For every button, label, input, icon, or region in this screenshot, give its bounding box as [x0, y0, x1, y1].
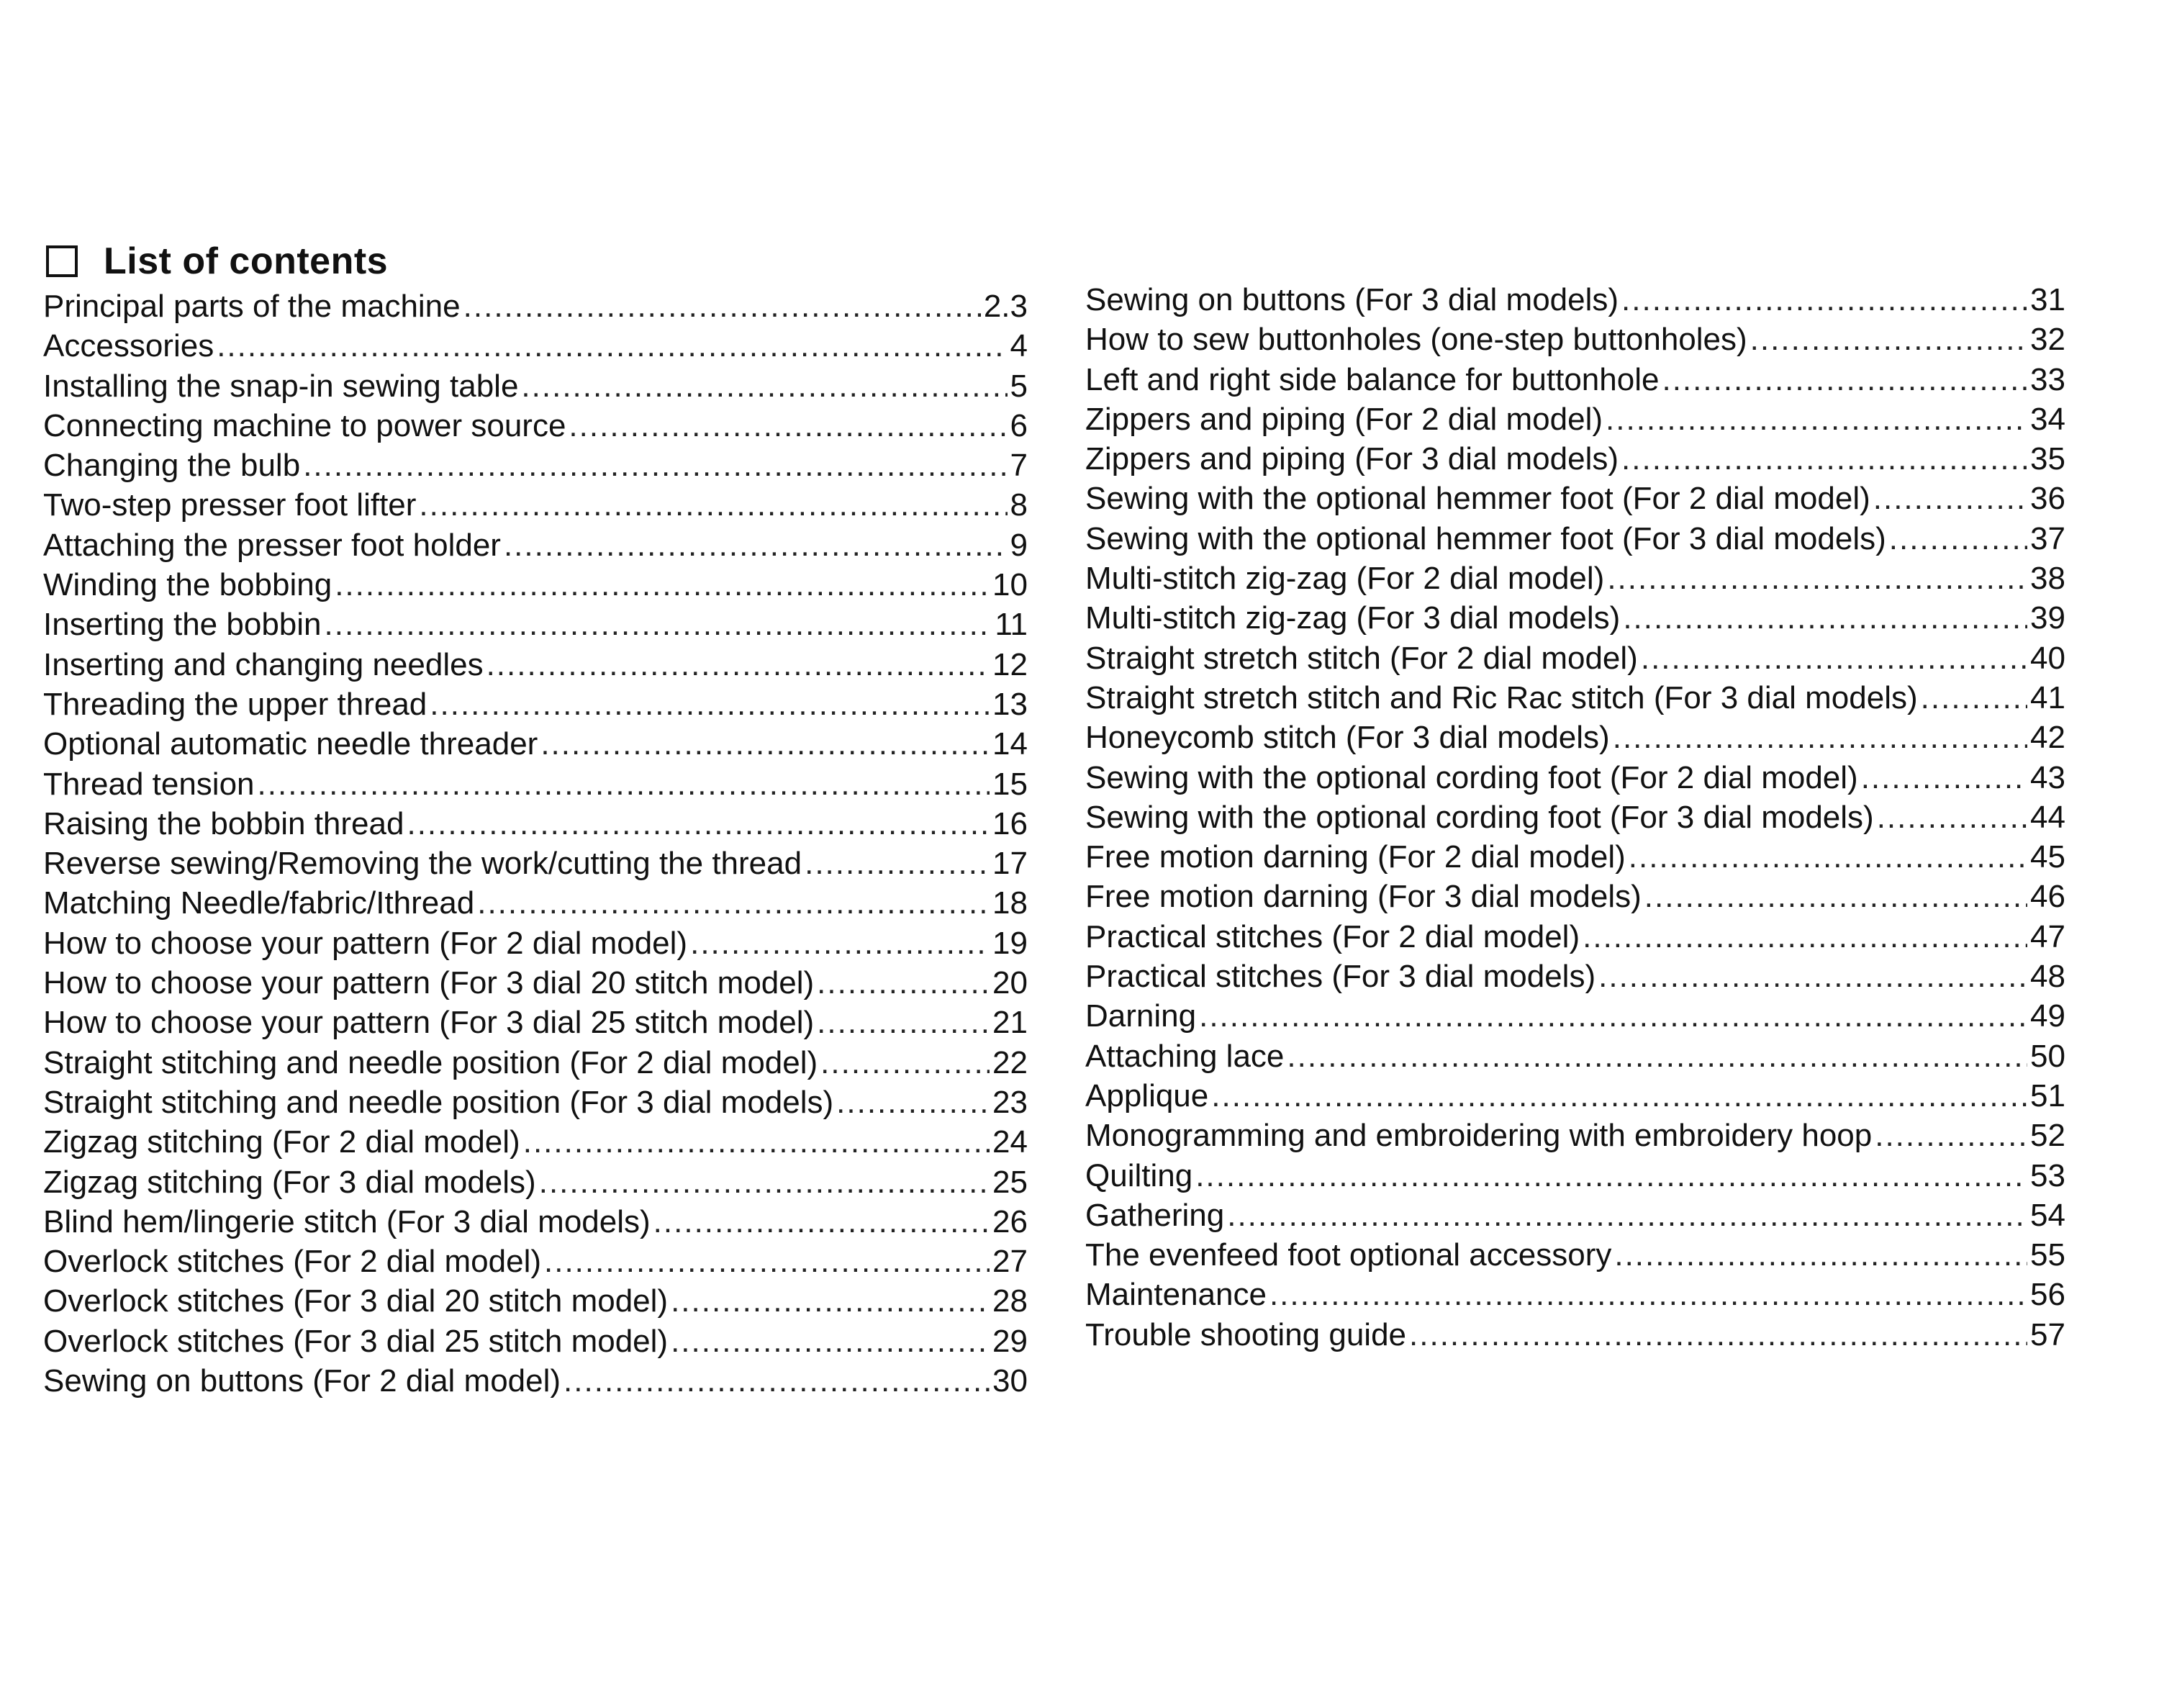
dot-leader [1583, 917, 2027, 957]
toc-entry [43, 286, 1028, 326]
dot-leader [419, 485, 1007, 525]
toc-entry-title: Optional automatic needle threader [43, 726, 538, 762]
toc-entry-page: 46 [2030, 879, 2065, 915]
toc-entry [43, 1122, 1028, 1162]
dot-leader [544, 1242, 990, 1281]
toc-entry [43, 1003, 1028, 1042]
dot-leader [1889, 519, 2027, 559]
toc-entry [1085, 1116, 2065, 1155]
toc-entry-page: 56 [2030, 1277, 2065, 1313]
toc-entry [1085, 479, 2065, 518]
toc-entry-title: How to choose your pattern (For 3 dial 20 stitch model) [43, 965, 815, 1001]
toc-entry [43, 446, 1028, 485]
toc-entry [1085, 996, 2065, 1036]
dot-leader [504, 525, 1008, 565]
toc-entry [43, 485, 1028, 525]
toc-entry [43, 844, 1028, 883]
toc-entry-title: Zippers and piping (For 2 dial model) [1085, 401, 1603, 437]
dot-leader [1211, 1076, 2027, 1116]
dot-leader [1750, 320, 2027, 359]
toc-entry-title: Changing the bulb [43, 448, 301, 484]
toc-entry-title: Darning [1085, 998, 1197, 1034]
toc-entry-title: Practical stitches (For 3 dial models) [1085, 959, 1596, 995]
toc-entry-page: 22 [992, 1044, 1028, 1080]
dot-leader [335, 565, 990, 605]
toc-entry-page: 47 [2030, 918, 2065, 954]
dot-leader [486, 645, 990, 684]
dot-leader [540, 724, 990, 764]
toc-entry-page: 35 [2030, 441, 2065, 477]
dot-leader [217, 326, 1007, 366]
toc-entry-page: 33 [2030, 361, 2065, 397]
dot-leader [1921, 678, 2027, 718]
page-title: List of contents [104, 240, 389, 282]
toc-entry-page: 6 [1010, 407, 1028, 443]
toc-entry [1085, 1235, 2065, 1275]
toc-entry [43, 605, 1028, 644]
toc-entry-page: 10 [992, 567, 1028, 603]
toc-entry-title: Straight stretch stitch (For 2 dial model) [1085, 640, 1638, 676]
dot-leader [303, 446, 1007, 485]
toc-entry [1085, 1275, 2065, 1314]
dot-leader [1199, 996, 2027, 1036]
toc-entry-page: 14 [992, 726, 1028, 762]
dot-leader [1287, 1036, 2027, 1076]
toc-entry [1085, 638, 2065, 678]
toc-entry [1085, 718, 2065, 757]
toc-entry-title: Sewing with the optional cording foot (For 3 dial models) [1085, 799, 1874, 835]
dot-leader [563, 1361, 990, 1401]
toc-entry [43, 923, 1028, 963]
toc-entry-title: Blind hem/lingerie stitch (For 3 dial models) [43, 1203, 651, 1239]
dot-leader [653, 1202, 990, 1242]
toc-entry-page: 24 [992, 1124, 1028, 1160]
toc-entry [1085, 837, 2065, 877]
toc-entry-title: Sewing with the optional hemmer foot (For 2 dial model) [1085, 481, 1870, 517]
toc-entry-title: Overlock stitches (For 3 dial 20 stitch model) [43, 1283, 669, 1319]
toc-entry-title: Overlock stitches (For 2 dial model) [43, 1244, 541, 1280]
dot-leader [539, 1162, 990, 1202]
dot-leader [258, 764, 990, 804]
toc-entry-page: 41 [2030, 679, 2065, 715]
toc-entry-page: 53 [2030, 1157, 2065, 1193]
toc-entry-page: 23 [992, 1084, 1028, 1120]
toc-entry [43, 1202, 1028, 1242]
toc-entry-title: Connecting machine to power source [43, 407, 566, 443]
toc-entry [43, 1242, 1028, 1281]
dot-leader [817, 963, 990, 1003]
toc-entry [1085, 1196, 2065, 1235]
dot-leader [1621, 280, 2027, 320]
toc-entry-page: 26 [992, 1203, 1028, 1239]
toc-entry [1085, 917, 2065, 957]
dot-leader [1873, 479, 2027, 518]
toc-entry-title: Quilting [1085, 1157, 1193, 1193]
toc-entry [43, 406, 1028, 446]
toc-entry-page: 50 [2030, 1038, 2065, 1074]
toc-entry-page: 28 [992, 1283, 1028, 1319]
toc-entry [43, 1162, 1028, 1202]
toc-entry-page: 30 [992, 1363, 1028, 1399]
toc-entry-title: Installing the snap-in sewing table [43, 368, 519, 404]
dot-leader [463, 286, 981, 326]
toc-entry [43, 525, 1028, 565]
toc-entry [1085, 519, 2065, 559]
toc-entry-title: Accessories [43, 328, 214, 364]
toc-entry-title: Sewing on buttons (For 3 dial models) [1085, 282, 1619, 317]
toc-entry-page: 42 [2030, 720, 2065, 756]
toc-entry-title: Applique [1085, 1077, 1209, 1113]
toc-entry-title: Two-step presser foot lifter [43, 487, 417, 523]
toc-entry [1085, 877, 2065, 916]
toc-entry [43, 963, 1028, 1003]
dot-leader [430, 684, 990, 724]
dot-leader [1662, 360, 2027, 399]
toc-entry-page: 34 [2030, 401, 2065, 437]
dot-leader [407, 804, 990, 844]
toc-entry [43, 326, 1028, 366]
toc-entry-page: 11 [995, 607, 1028, 643]
toc-entry [1085, 1076, 2065, 1116]
toc-entry-title: Practical stitches (For 2 dial model) [1085, 918, 1580, 954]
toc-entry [1085, 280, 2065, 320]
toc-entry [43, 684, 1028, 724]
dot-leader [1195, 1156, 2027, 1196]
toc-entry-title: Left and right side balance for buttonhole [1085, 361, 1660, 397]
toc-entry [1085, 1036, 2065, 1076]
dot-leader [1623, 598, 2027, 638]
toc-entry-title: Sewing on buttons (For 2 dial model) [43, 1363, 561, 1399]
toc-entry-page: 37 [2030, 520, 2065, 556]
toc-entry-title: Overlock stitches (For 3 dial 25 stitch model) [43, 1323, 669, 1359]
toc-right-column [1085, 280, 2065, 1355]
toc-entry-title: Attaching the presser foot holder [43, 527, 501, 563]
dot-leader [1269, 1275, 2027, 1314]
dot-leader [820, 1043, 990, 1083]
dot-leader [477, 883, 990, 923]
toc-entry-page: 29 [992, 1323, 1028, 1359]
toc-entry-page: 31 [2030, 282, 2065, 317]
toc-entry-page: 44 [2030, 799, 2065, 835]
toc-entry-page: 55 [2030, 1237, 2065, 1273]
toc-entry-page: 25 [992, 1164, 1028, 1200]
toc-entry-page: 40 [2030, 640, 2065, 676]
toc-entry-title: Maintenance [1085, 1277, 1267, 1313]
dot-leader [1641, 638, 2027, 678]
toc-entry [1085, 1156, 2065, 1196]
toc-entry-page: 45 [2030, 839, 2065, 875]
toc-entry-page: 19 [992, 925, 1028, 961]
toc-entry [1085, 439, 2065, 479]
toc-entry-page: 27 [992, 1244, 1028, 1280]
toc-entry [1085, 678, 2065, 718]
toc-entry-page: 54 [2030, 1197, 2065, 1233]
toc-entry-title: Straight stretch stitch and Ric Rac stitch (For 3 dial models) [1085, 679, 1918, 715]
toc-entry [43, 645, 1028, 684]
toc-entry-page: 32 [2030, 322, 2065, 358]
toc-entry-title: Matching Needle/fabric/Ithread [43, 885, 475, 921]
dot-leader [1877, 797, 2027, 837]
toc-entry [1085, 320, 2065, 359]
dot-leader [1227, 1196, 2027, 1235]
toc-entry [43, 565, 1028, 605]
toc-entry-title: Gathering [1085, 1197, 1225, 1233]
toc-entry-page: 57 [2030, 1316, 2065, 1352]
toc-entry-page: 48 [2030, 959, 2065, 995]
toc-entry-page: 15 [992, 766, 1028, 802]
toc-entry [1085, 598, 2065, 638]
toc-entry-page: 7 [1010, 448, 1028, 484]
dot-leader [1409, 1315, 2027, 1355]
toc-entry [1085, 360, 2065, 399]
dot-leader [1606, 399, 2027, 439]
toc-entry-page: 13 [992, 686, 1028, 722]
toc-entry-title: Winding the bobbing [43, 567, 332, 603]
dot-leader [1614, 1235, 2027, 1275]
toc-entry [43, 1281, 1028, 1321]
dot-leader [521, 366, 1007, 406]
dot-leader [1629, 837, 2027, 877]
contents-heading [46, 236, 388, 286]
toc-entry-page: 36 [2030, 481, 2065, 517]
dot-leader [671, 1321, 990, 1361]
dot-leader [671, 1281, 990, 1321]
toc-entry-page: 38 [2030, 561, 2065, 597]
dot-leader [1621, 439, 2027, 479]
dot-leader [1607, 559, 2027, 598]
toc-entry-title: Zigzag stitching (For 2 dial model) [43, 1124, 520, 1160]
toc-entry-title: Multi-stitch zig-zag (For 2 dial model) [1085, 561, 1605, 597]
toc-entry [1085, 797, 2065, 837]
toc-entry-title: Thread tension [43, 766, 255, 802]
checkbox-square-icon [46, 245, 78, 277]
toc-entry-title: Free motion darning (For 3 dial models) [1085, 879, 1642, 915]
toc-entry-title: Straight stitching and needle position (For 2 dial model) [43, 1044, 818, 1080]
toc-entry-title: Trouble shooting guide [1085, 1316, 1407, 1352]
toc-entry-page: 5 [1010, 368, 1028, 404]
toc-entry-title: Principal parts of the machine [43, 289, 461, 324]
toc-entry [43, 1321, 1028, 1361]
toc-entry-title: How to choose your pattern (For 3 dial 25 stitch model) [43, 1005, 815, 1041]
toc-entry [1085, 758, 2065, 797]
dot-leader [325, 605, 992, 644]
toc-entry-page: 17 [992, 846, 1028, 882]
toc-entry-title: Raising the bobbin thread [43, 805, 404, 841]
dot-leader [1861, 758, 2027, 797]
toc-entry-title: How to sew buttonholes (one-step buttonholes) [1085, 322, 1747, 358]
toc-entry-title: Monogramming and embroidering with embroidery hoop [1085, 1118, 1873, 1154]
toc-left-column [43, 286, 1028, 1401]
toc-entry-page: 9 [1010, 527, 1028, 563]
toc-entry-page: 16 [992, 805, 1028, 841]
toc-entry-title: Zigzag stitching (For 3 dial models) [43, 1164, 536, 1200]
toc-entry-page: 21 [992, 1005, 1028, 1041]
dot-leader [569, 406, 1007, 446]
toc-entry-page: 18 [992, 885, 1028, 921]
toc-entry-page: 52 [2030, 1118, 2065, 1154]
dot-leader [817, 1003, 990, 1042]
toc-entry-title: Threading the upper thread [43, 686, 427, 722]
toc-entry [43, 366, 1028, 406]
toc-entry-page: 2.3 [983, 289, 1028, 324]
toc-entry-page: 51 [2030, 1077, 2065, 1113]
dot-leader [1598, 957, 2027, 996]
toc-entry-page: 4 [1010, 328, 1028, 364]
toc-entry-title: Zippers and piping (For 3 dial models) [1085, 441, 1619, 477]
toc-entry-page: 49 [2030, 998, 2065, 1034]
toc-entry [43, 1361, 1028, 1401]
toc-entry [43, 804, 1028, 844]
toc-entry-page: 8 [1010, 487, 1028, 523]
toc-entry-title: The evenfeed foot optional accessory [1085, 1237, 1612, 1273]
toc-entry [43, 883, 1028, 923]
toc-entry-page: 20 [992, 965, 1028, 1001]
dot-leader [836, 1083, 990, 1122]
toc-entry [1085, 1315, 2065, 1355]
toc-entry-title: Sewing with the optional cording foot (For 2 dial model) [1085, 759, 1858, 795]
toc-entry [43, 1043, 1028, 1083]
dot-leader [690, 923, 990, 963]
toc-entry-page: 12 [992, 646, 1028, 682]
toc-entry [1085, 399, 2065, 439]
toc-entry-page: 43 [2030, 759, 2065, 795]
toc-entry [43, 1083, 1028, 1122]
toc-entry-title: Inserting the bobbin [43, 607, 322, 643]
toc-entry [1085, 957, 2065, 996]
toc-entry-page: 39 [2030, 600, 2065, 636]
dot-leader [1644, 877, 2027, 916]
toc-entry [1085, 559, 2065, 598]
dot-leader [805, 844, 990, 883]
toc-entry-title: Multi-stitch zig-zag (For 3 dial models) [1085, 600, 1621, 636]
dot-leader [1613, 718, 2027, 757]
toc-entry [43, 764, 1028, 804]
toc-entry-title: Free motion darning (For 2 dial model) [1085, 839, 1626, 875]
dot-leader [523, 1122, 990, 1162]
dot-leader [1875, 1116, 2027, 1155]
toc-entry-title: How to choose your pattern (For 2 dial model) [43, 925, 688, 961]
toc-entry-title: Honeycomb stitch (For 3 dial models) [1085, 720, 1610, 756]
toc-entry [43, 724, 1028, 764]
toc-entry-title: Attaching lace [1085, 1038, 1285, 1074]
toc-entry-title: Sewing with the optional hemmer foot (For 3 dial models) [1085, 520, 1886, 556]
toc-entry-title: Straight stitching and needle position (For 3 dial models) [43, 1084, 834, 1120]
toc-entry-title: Reverse sewing/Removing the work/cutting the thread [43, 846, 802, 882]
toc-entry-title: Inserting and changing needles [43, 646, 484, 682]
